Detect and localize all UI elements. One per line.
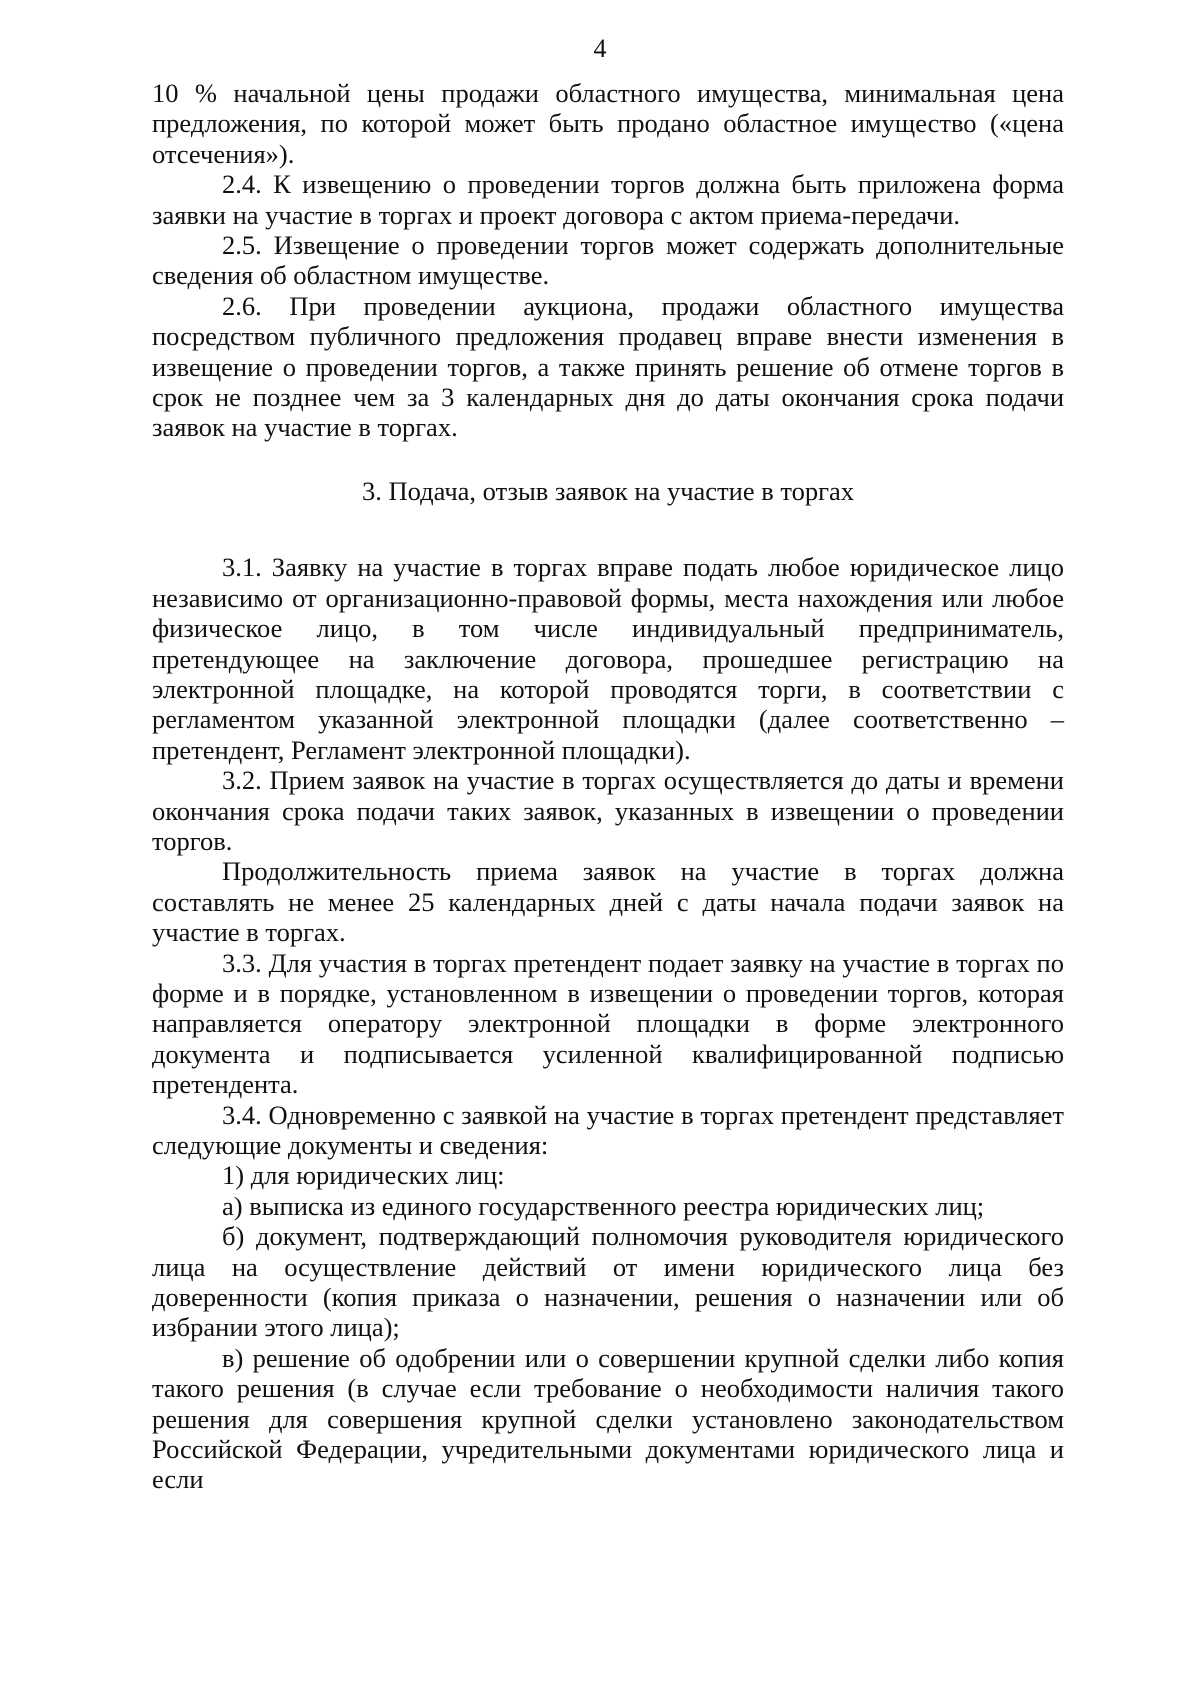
paragraph-3-2: 3.2. Прием заявок на участие в торгах осуществляется до даты и времени окончания срока подачи таких заявок, указанных в извещении о проведении торгов. [152, 765, 1064, 856]
paragraph-3-3: 3.3. Для участия в торгах претендент подает заявку на участие в торгах по форме и в порядке, установленном в извещении о проведении торгов, которая направляется оператору электронной площадки в форме электронного документа и подписывается усиленной квалифицированной подписью претендента. [152, 947, 1064, 1100]
paragraph-3-2-duration: Продолжительность приема заявок на участие в торгах должна составлять не менее 25 календарных дней с даты начала подачи заявок на участие в торгах. [152, 856, 1064, 948]
paragraph-continuation: 10 % начальной цены продажи областного имущества, минимальная цена предложения, по которой может быть продано областное имущество («цена отсечения»). [152, 78, 1064, 169]
paragraph-2-4: 2.4. К извещению о проведении торгов должна быть приложена форма заявки на участие в торгах и проект договора с актом приема-передачи. [152, 169, 1064, 230]
paragraph-3-1: 3.1. Заявку на участие в торгах вправе подать любое юридическое лицо независимо от организационно-правовой формы, места нахождения или любое физическое лицо, в том числе индивидуальный предприниматель, претендующее на заключение договора, прошедшее регистрацию на электронной площадке, на которой проводятся торги, в соответствии с регламентом указанной электронной площадки (далее соответственно – претендент, Регламент электронной площадки). [152, 552, 1064, 765]
section-3-heading: 3. Подача, отзыв заявок на участие в торгах [362, 475, 854, 506]
list-item-v: в) решение об одобрении или о совершении крупной сделки либо копия такого решения (в случае если требование о необходимости наличия такого решения для совершения крупной сделки установлено законодательством Российской Федерации, учредительными документами юридического лица и если [152, 1342, 1064, 1495]
list-item-b: б) документ, подтверждающий полномочия руководителя юридического лица на осуществление действий от имени юридического лица без доверенности (копия приказа о назначении, решения о назначении или об избрании этого лица); [152, 1221, 1064, 1343]
paragraph-2-6: 2.6. При проведении аукциона, продажи областного имущества посредством публичного предложения продавец вправе внести изменения в извещение о проведении торгов, а также принять решение об отмене торгов в срок не позднее чем за 3 календарных дня до даты окончания срока подачи заявок на участие в торгах. [152, 290, 1064, 443]
list-item-a: а) выписка из единого государственного реестра юридических лиц; [222, 1190, 985, 1221]
page-number: 4 [593, 34, 607, 63]
document-body [152, 78, 1064, 1495]
paragraph-3-4: 3.4. Одновременно с заявкой на участие в торгах претендент представляет следующие документы и сведения: [152, 1099, 1064, 1160]
list-item-legal-entities: 1) для юридических лиц: [222, 1160, 505, 1191]
paragraph-2-5: 2.5. Извещение о проведении торгов может содержать дополнительные сведения об областном имуществе. [152, 230, 1064, 291]
